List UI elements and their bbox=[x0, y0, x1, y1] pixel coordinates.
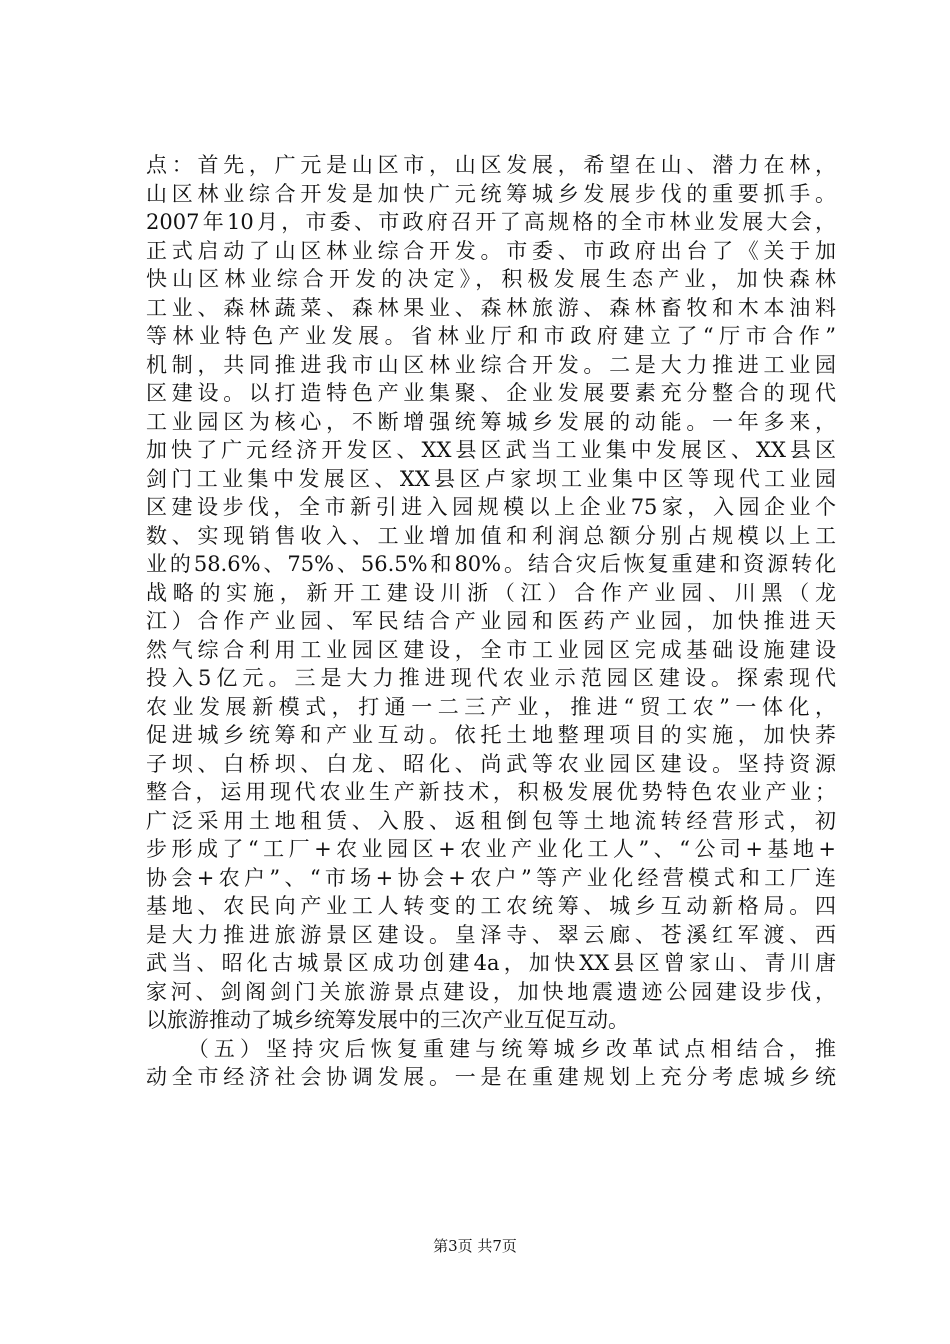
text-line: 战略的实施，新开工建设川浙（江）合作产业园、川黑（龙 bbox=[146, 580, 836, 605]
text-line: 机制，共同推进我市山区林业综合开发。二是大力推进工业园 bbox=[146, 352, 836, 377]
text-line: 以旅游推动了城乡统筹发展中的三次产业互促互动。 bbox=[146, 1008, 629, 1032]
text-line: 区建设。以打造特色产业集聚、企业发展要素充分整合的现代 bbox=[146, 381, 836, 405]
text-line: 区建设步伐，全市新引进入园规模以上企业75家，入园企业个 bbox=[146, 495, 836, 519]
text-line: 山区林业综合开发是加快广元统筹城乡发展步伐的重要抓手。 bbox=[146, 181, 836, 206]
text-line: 快山区林业综合开发的决定》，积极发展生态产业，加快森林 bbox=[146, 267, 836, 291]
text-line: 正式启动了山区林业综合开发。市委、市政府出台了《关于加 bbox=[146, 238, 836, 263]
text-line: 基地、农民向产业工人转变的工农统筹、城乡互动新格局。四 bbox=[146, 894, 836, 918]
text-line: 子坝、白桥坝、白龙、昭化、尚武等农业园区建设。坚持资源 bbox=[146, 751, 836, 776]
text-line: 家河、剑阁剑门关旅游景点建设，加快地震遗迹公园建设步伐， bbox=[146, 979, 836, 1004]
text-line: 工业、森林蔬菜、森林果业、森林旅游、森林畜牧和木本油料 bbox=[146, 295, 836, 320]
text-line: 武当、昭化古城景区成功创建4a，加快XX县区曾家山、青川唐 bbox=[146, 951, 836, 975]
text-line: 数、实现销售收入、工业增加值和利润总额分别占规模以上工 bbox=[146, 523, 836, 548]
text-line: 然气综合利用工业园区建设，全市工业园区完成基础设施建设 bbox=[146, 637, 836, 662]
text-line: 业的58.6%、75%、56.5%和80%。结合灾后恢复重建和资源转化 bbox=[146, 552, 836, 576]
text-line: 是大力推进旅游景区建设。皇泽寺、翠云廊、苍溪红军渡、西 bbox=[146, 922, 836, 947]
text-line: （五）坚持灾后恢复重建与统筹城乡改革试点相结合，推 bbox=[146, 1036, 836, 1061]
text-line: 动全市经济社会协调发展。一是在重建规划上充分考虑城乡统 bbox=[146, 1065, 836, 1089]
body-text bbox=[146, 151, 836, 1092]
page-number-footer: 第3页 共7页 bbox=[433, 1237, 517, 1255]
text-line: 加快了广元经济开发区、XX县区武当工业集中发展区、XX县区 bbox=[146, 438, 836, 462]
text-line: 促进城乡统筹和产业互动。依托土地整理项目的实施，加快荞 bbox=[146, 723, 836, 747]
text-line: 剑门工业集中发展区、XX县区卢家坝工业集中区等现代工业园 bbox=[146, 466, 836, 491]
text-line: 点：首先，广元是山区市，山区发展，希望在山、潜力在林， bbox=[146, 153, 836, 177]
text-line: 江）合作产业园、军民结合产业园和医药产业园，加快推进天 bbox=[146, 609, 836, 633]
text-line: 步形成了“工厂+农业园区+农业产业化工人”、“公司+基地+ bbox=[146, 837, 836, 861]
text-line: 2007年10月，市委、市政府召开了高规格的全市林业发展大会， bbox=[146, 210, 836, 234]
text-line: 等林业特色产业发展。省林业厅和市政府建立了“厅市合作” bbox=[146, 324, 836, 348]
text-line: 协会+农户”、“市场+协会+农户”等产业化经营模式和工厂连 bbox=[146, 865, 836, 890]
text-line: 投入5亿元。三是大力推进现代农业示范园区建设。探索现代 bbox=[146, 666, 836, 690]
text-line: 工业园区为核心，不断增强统筹城乡发展的动能。一年多来， bbox=[146, 409, 836, 434]
text-line: 广泛采用土地租赁、入股、返租倒包等土地流转经营形式，初 bbox=[146, 808, 836, 833]
text-line: 农业发展新模式，打通一二三产业，推进“贸工农”一体化， bbox=[146, 694, 836, 719]
text-line: 整合，运用现代农业生产新技术，积极发展优势特色农业产业； bbox=[146, 780, 836, 804]
